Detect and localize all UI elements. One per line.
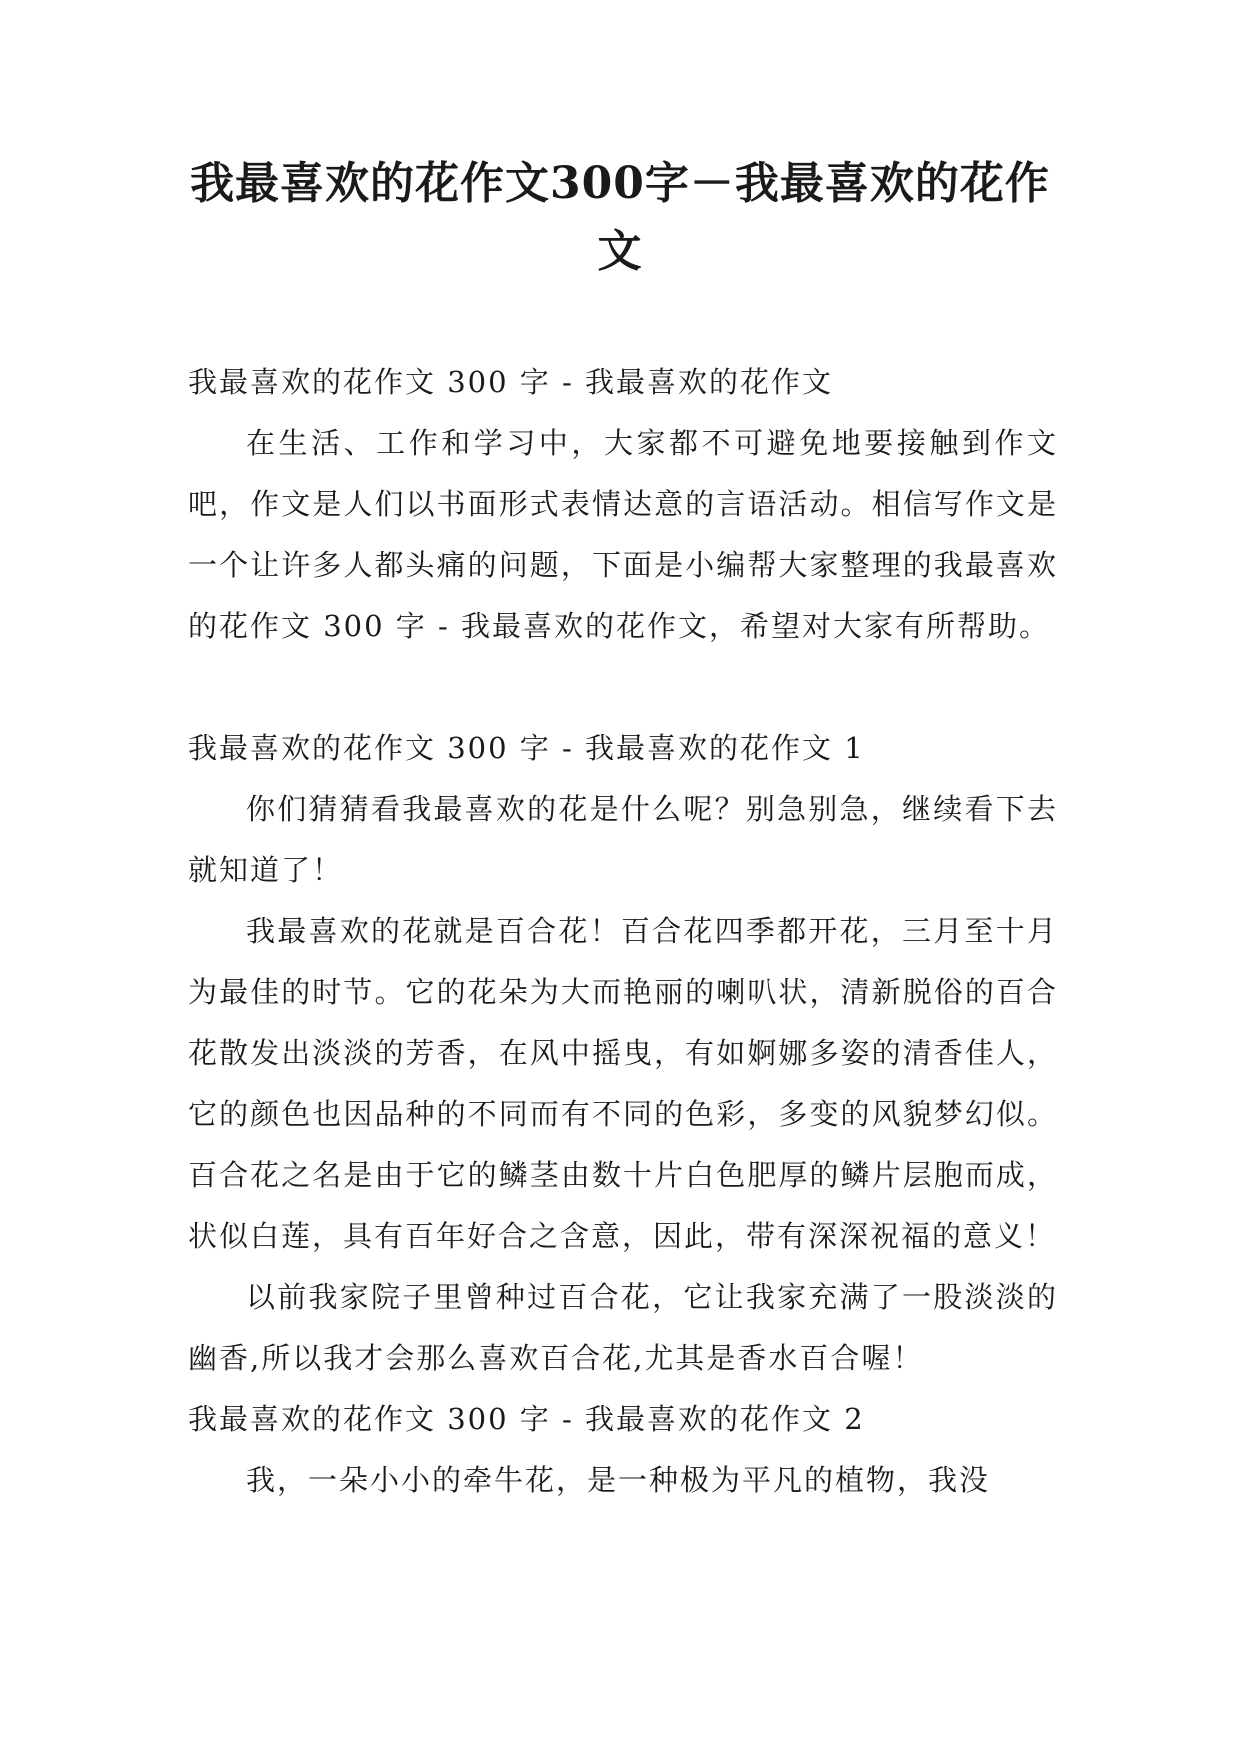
paragraph: 在生活、工作和学习中，大家都不可避免地要接触到作文吧，作文是人们以书面形式表情达意的言语活动。相信写作文是一个让许多人都头痛的问题，下面是小编帮大家整理的我最喜欢的花作文 300 字 - 我最喜欢的花作文，希望对大家有所帮助。 [188,426,1058,643]
document-body [188,352,1058,1511]
document-title: 我最喜欢的花作文300字－我最喜欢的花作文 [190,158,1050,277]
paragraph: 我最喜欢的花就是百合花！百合花四季都开花，三月至十月为最佳的时节。它的花朵为大而艳丽的喇叭状，清新脱俗的百合花散发出淡淡的芳香，在风中摇曳，有如婀娜多姿的清香佳人，它的颜色也因品种的不同而有不同的色彩，多变的风貌梦幻似。百合花之名是由于它的鳞茎由数十片白色肥厚的鳞片层胞而成，状似白莲，具有百年好合之含意，因此，带有深深祝福的意义！ [188,914,1058,1253]
section-heading: 我最喜欢的花作文 300 字 - 我最喜欢的花作文 [188,365,834,399]
paragraph: 我，一朵小小的牵牛花，是一种极为平凡的植物，我没 [246,1463,991,1497]
section-heading: 我最喜欢的花作文 300 字 - 我最喜欢的花作文 1 [188,731,865,765]
section-spacer [188,657,1058,718]
paragraph: 以前我家院子里曾种过百合花，它让我家充满了一股淡淡的幽香,所以我才会那么喜欢百合花,尤其是香水百合喔！ [188,1280,1058,1375]
section-heading: 我最喜欢的花作文 300 字 - 我最喜欢的花作文 2 [188,1402,865,1436]
paragraph: 你们猜猜看我最喜欢的花是什么呢？别急别急，继续看下去就知道了！ [188,792,1058,887]
